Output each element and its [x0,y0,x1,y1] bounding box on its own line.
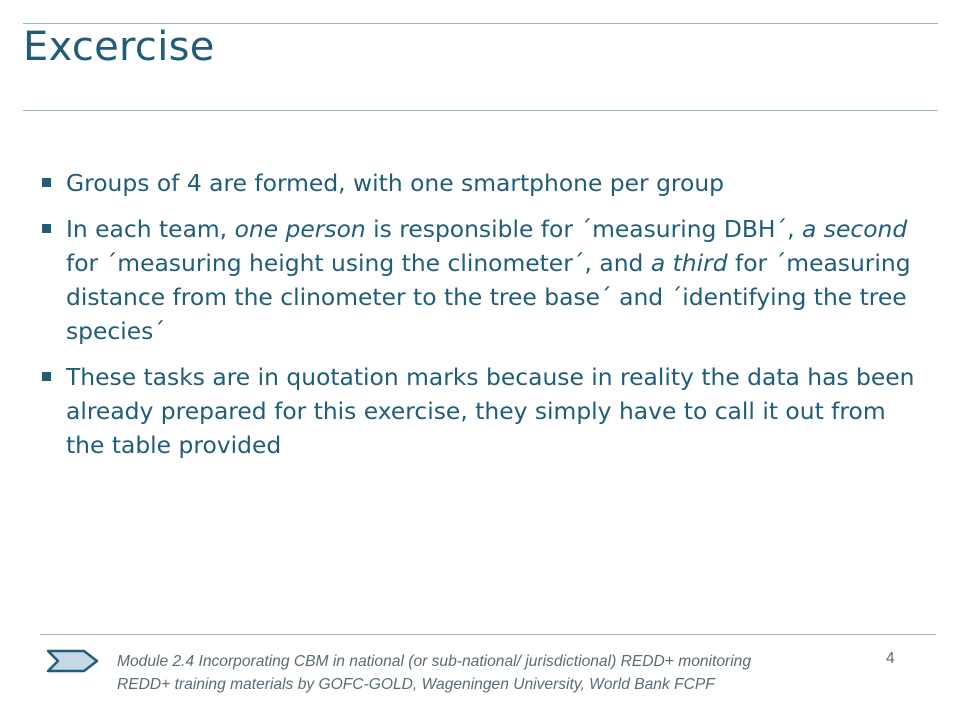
square-bullet-icon [42,178,51,187]
title-underline-rule [23,110,938,111]
bullet-text: These tasks are in quotation marks because in reality the data has been already prepared for this exercise, they simply have to call it out from the table provided [66,363,915,459]
bullet-item [40,360,920,462]
chevron-arrow-icon [46,648,100,674]
footer-rule [40,634,936,635]
bullet-text: In each team, [66,215,235,243]
slide-title: Excercise [23,24,215,70]
footer-credits-line: REDD+ training materials by GOFC-GOLD, Wageningen University, World Bank FCPF [117,676,715,693]
bullet-emphasis: a second [802,215,908,243]
bullet-emphasis: one person [234,215,366,243]
bullet-emphasis: a third [650,249,728,277]
page-number: 4 [886,650,895,667]
bullet-text: Groups of 4 are formed, with one smartphone per group [66,169,725,197]
bullet-item [40,166,920,200]
bullet-text: for ´measuring height using the clinometer´, and [66,249,651,277]
bullet-list [40,166,920,474]
bullet-text: for ´measuring distance from the clinometer to the tree base´ and ´identifying the tree species´ [66,249,911,345]
footer-text [117,650,751,696]
bullet-item [40,212,920,348]
footer-module-line: Module 2.4 Incorporating CBM in national (or sub-national/ jurisdictional) REDD+ monitoring [117,653,752,670]
square-bullet-icon [42,224,51,233]
square-bullet-icon [42,372,51,381]
bullet-text: is responsible for ´measuring DBH´, [365,215,803,243]
